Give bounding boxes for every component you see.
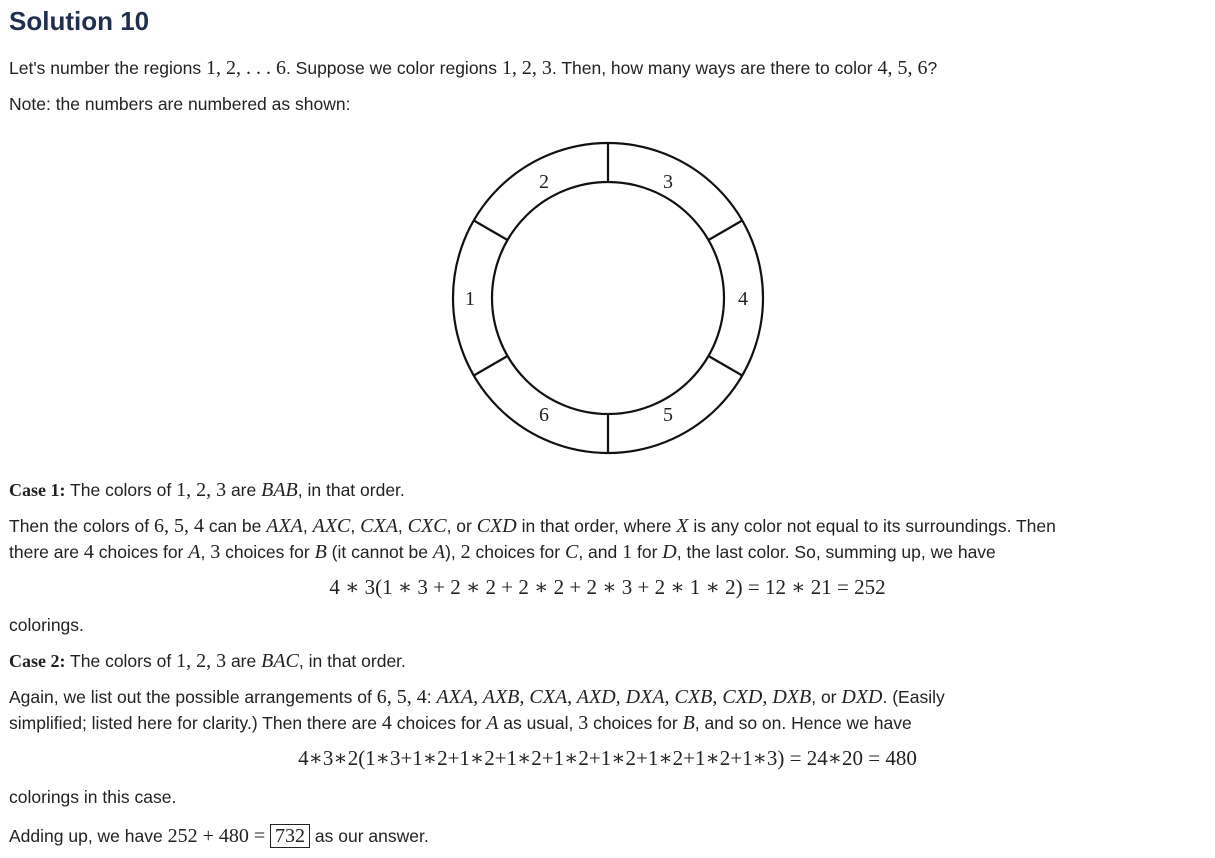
region-label-3: 3 <box>663 171 673 193</box>
case2-body-line2 <box>9 710 912 736</box>
math: BAB <box>261 479 298 501</box>
math: 1 <box>622 541 633 563</box>
math: CXD <box>476 515 517 537</box>
text: The colors of <box>65 651 177 671</box>
text: are <box>226 651 262 671</box>
math: B <box>314 541 327 563</box>
math: AXA, AXB, CXA, AXD, DXA, CXB, CXD, DXB <box>436 686 812 708</box>
text: Let's number the regions <box>9 58 206 78</box>
case1-after: colorings. <box>9 615 84 635</box>
divider-3-4 <box>709 221 743 241</box>
math: 3 <box>210 541 221 563</box>
math: 4 <box>381 712 392 734</box>
math: 6, 5, 4 <box>153 515 204 537</box>
math: C <box>564 541 579 563</box>
case1-body-line2 <box>9 539 996 565</box>
text: ? <box>927 58 938 78</box>
math: 252 + 480 = <box>167 825 266 847</box>
case2-heading-line <box>9 648 406 674</box>
text: , or <box>446 516 477 536</box>
text: The colors of <box>65 480 177 500</box>
math: 1, 2, 3 <box>176 650 227 672</box>
text: choices for <box>391 713 487 733</box>
math: D <box>662 541 677 563</box>
divider-1-2 <box>474 221 508 241</box>
text: in that order, where <box>516 516 677 536</box>
text: choices for <box>470 542 565 562</box>
conclusion-paragraph <box>9 823 429 849</box>
outer-circle <box>453 143 763 453</box>
text: , in that order. <box>297 480 405 500</box>
case1-heading-line <box>9 477 405 503</box>
text: choices for <box>588 713 683 733</box>
math: 1, 2, 3 <box>176 479 227 501</box>
math: DXD <box>841 686 883 708</box>
math: A <box>432 541 446 563</box>
ring-diagram <box>450 140 766 456</box>
inner-circle <box>492 182 724 414</box>
case1-equation: 4 ∗ 3(1 ∗ 3 + 2 ∗ 2 + 2 ∗ 2 + 2 ∗ 3 + 2 ∗ 1 ∗ 2) = 12 ∗ 21 = 252 <box>329 575 886 599</box>
region-label-4: 4 <box>738 288 748 310</box>
text: can be <box>203 516 267 536</box>
case2-equation: 4∗3∗2(1∗3+1∗2+1∗2+1∗2+1∗2+1∗2+1∗2+1∗2+1∗3) = 24∗20 = 480 <box>298 746 917 770</box>
note-paragraph: Note: the numbers are numbered as shown: <box>9 94 351 114</box>
math: A <box>188 541 201 563</box>
math: CXA <box>360 515 398 537</box>
case-label: Case 2: <box>9 651 66 671</box>
text: , in that order. <box>298 651 406 671</box>
text: as usual, <box>498 713 579 733</box>
text: . Then, how many ways are there to color <box>551 58 878 78</box>
text: (it cannot be <box>326 542 433 562</box>
math: AXA <box>266 515 303 537</box>
boxed-answer: 732 <box>270 824 310 848</box>
divider-1-6 <box>474 356 508 376</box>
text: , and <box>578 542 623 562</box>
text: , the last color. So, summing up, we have <box>676 542 996 562</box>
text: , or <box>811 687 842 707</box>
text: Then the colors of <box>9 516 154 536</box>
text: , <box>302 516 313 536</box>
text: there are <box>9 542 84 562</box>
math: X <box>676 515 689 537</box>
text: . Suppose we color regions <box>285 58 502 78</box>
text: , <box>200 542 211 562</box>
text: , and so on. Hence we have <box>694 713 912 733</box>
text: , <box>397 516 408 536</box>
text: choices for <box>93 542 189 562</box>
math: B <box>682 712 695 734</box>
region-label-1: 1 <box>465 288 475 310</box>
region-label-5: 5 <box>663 404 673 426</box>
divider-4-5 <box>709 356 743 376</box>
text: . (Easily <box>882 687 945 707</box>
case-label: Case 1: <box>9 480 66 500</box>
math: 1, 2, 3 <box>501 57 552 79</box>
text: , <box>350 516 361 536</box>
math: 6, 5, 4 <box>376 686 427 708</box>
text: are <box>226 480 262 500</box>
math: 3 <box>578 712 589 734</box>
math: 4 <box>83 541 94 563</box>
page-title: Solution 10 <box>9 6 150 36</box>
math: CXC <box>407 515 447 537</box>
text: ), <box>445 542 461 562</box>
text: for <box>632 542 663 562</box>
math: A <box>486 712 499 734</box>
text: : <box>426 687 437 707</box>
math: AXC <box>312 515 351 537</box>
intro-paragraph <box>9 55 937 81</box>
text: is any color not equal to its surroundings. Then <box>688 516 1056 536</box>
math: 4, 5, 6 <box>877 57 928 79</box>
math: 1, 2, . . . 6 <box>205 57 286 79</box>
case1-body-line1 <box>9 513 1056 539</box>
text: choices for <box>220 542 315 562</box>
text: simplified; listed here for clarity.) Then there are <box>9 713 382 733</box>
text: Again, we list out the possible arrangements of <box>9 687 377 707</box>
region-label-2: 2 <box>539 171 549 193</box>
math: 2 <box>460 541 471 563</box>
math: BAC <box>261 650 299 672</box>
case2-after: colorings in this case. <box>9 787 177 807</box>
text: as our answer. <box>310 826 429 846</box>
case2-body-line1 <box>9 684 945 710</box>
text: Adding up, we have <box>9 826 168 846</box>
region-label-6: 6 <box>539 404 549 426</box>
